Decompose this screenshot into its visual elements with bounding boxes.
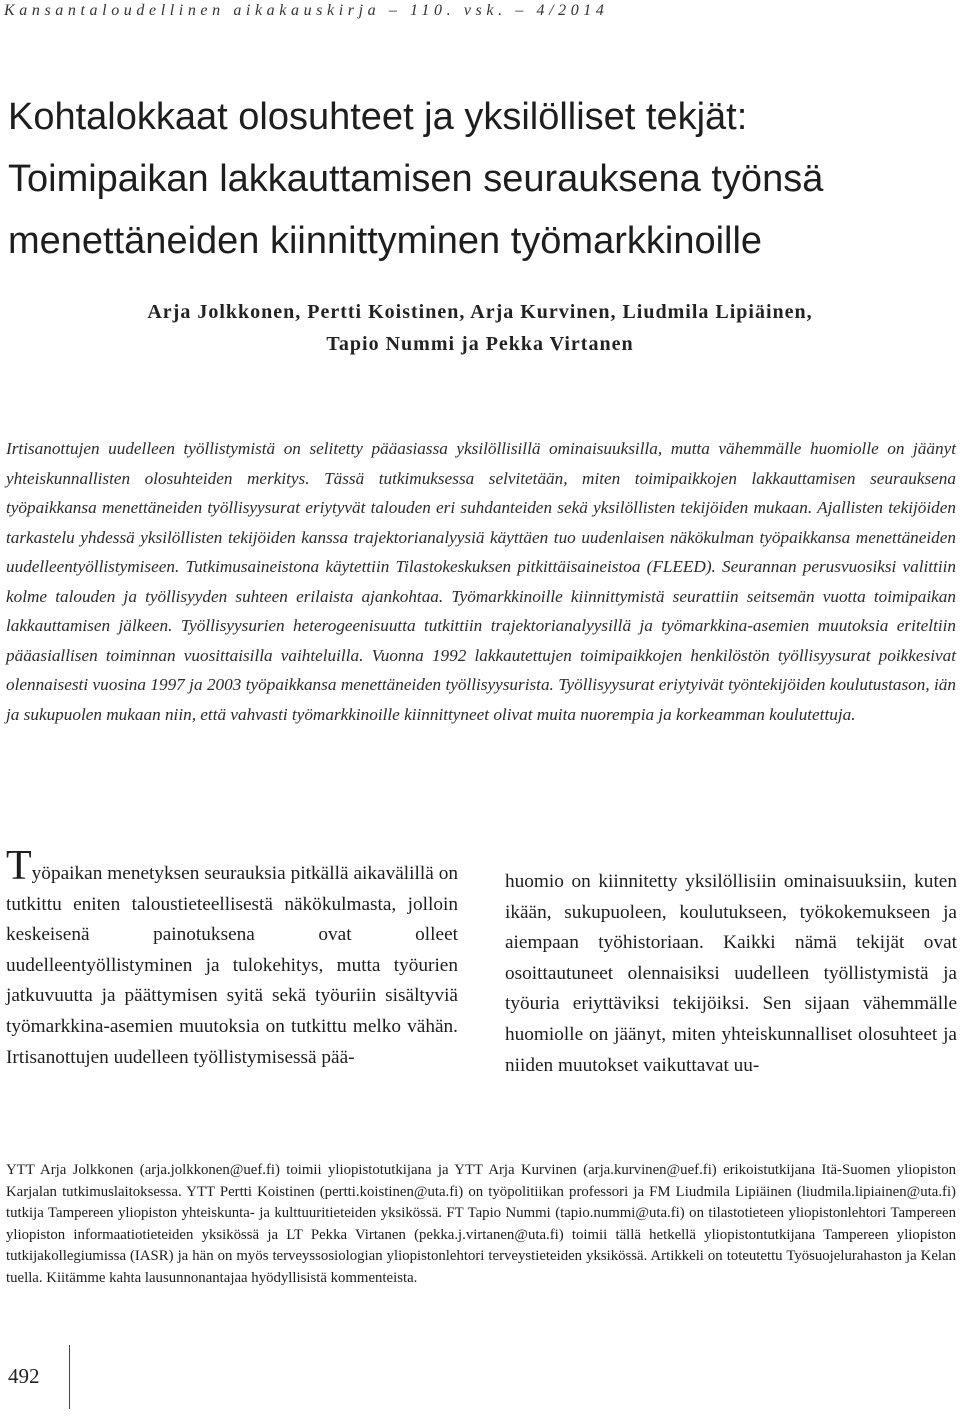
title-line: Toimipaikan lakkauttamisen seurauksena työnsä [8, 158, 824, 200]
journal-header: Kansantaloudellinen aikakauskirja – 110. vsk. – 4/2014 [4, 2, 609, 19]
drop-cap: T [6, 843, 32, 889]
author-list [0, 296, 960, 360]
title-line: Kohtalokkaat olosuhteet ja yksilölliset tekjät: [8, 96, 748, 138]
page-number: 492 [8, 1364, 40, 1388]
body-text-left: yöpaikan menetyksen seurauksia pitkällä aikavälillä on tutkittu eniten taloustieteellisestä näkökulmasta, jolloin keskeisenä painotuksena ovat olleet uudelleentyöllistyminen ja tulokehitys, mutta työurien jatkuvuutta ja päättymisen syitä sekä työuriin sisältyviä työmarkkina-asemien muutoksia on tutkittu melko vähän. Irtisanottujen uudelleen työllistymisessä pää- [6, 863, 458, 1068]
body-column-left [6, 843, 458, 1073]
article-title [8, 86, 953, 272]
author-line: Arja Jolkkonen, Pertti Koistinen, Arja Kurvinen, Liudmila Lipiäinen, [147, 301, 813, 323]
author-footnote: YTT Arja Jolkkonen (arja.jolkkonen@uef.fi) toimii yliopistotutkijana ja YTT Arja Kurvinen (arja.kurvinen@uef.fi) erikoistutkijana Itä-Suomen yliopiston Karjalan tutkimuslaitoksessa. YTT Pertti Koistinen (pertti.koistinen@uta.fi) on työpolitiikan professori ja FM Liudmila Lipiäinen (liudmila.lipiainen@uta.fi) tutkija Tampereen yliopiston yhteiskunta- ja kulttuuritieteiden yksikössä. FT Tapio Nummi (tapio.nummi@uta.fi) on tilastotieteen yliopistonlehtori Tampereen yliopiston informaatiotieteiden yksikössä ja LT Pekka Virtanen (pekka.j.virtanen@uta.fi) toimii tällä hetkellä yliopistontutkijana Tampereen yliopiston tutkijakollegiumissa (IASR) ja hän on myös terveyssosiologian yliopistonlehtori terveystieteiden yksikössä. Artikkeli on toteutettu Työsuojelurahaston ja Kelan tuella. Kiitämme kahta lausunnonantajaa hyödyllisistä kommenteista. [6, 1162, 956, 1286]
page-number-divider [69, 1345, 70, 1409]
body-column-right: huomio on kiinnitetty yksilöllisiin ominaisuuksiin, kuten ikään, sukupuoleen, koulutukseen, työkokemukseen ja aiempaan työhistoriaan. Kaikki nämä tekijät ovat osoittautuneet olennaisiksi uudelleen työllistymistä ja työuria eriyttäviksi tekijöiksi. Sen sijaan vähemmälle huomiolle on jäänyt, miten yhteiskunnalliset olosuhteet ja niiden muutokset vaikuttavat uu- [505, 871, 957, 1076]
author-line: Tapio Nummi ja Pekka Virtanen [326, 333, 634, 355]
abstract: Irtisanottujen uudelleen työllistymistä on selitetty pääasiassa yksilöllisillä ominaisuuksilla, mutta vähemmälle huomiolle on jäänyt yhteiskunnallisten olosuhteiden merkitys. Tässä tutkimuksessa selvitetään, miten toimipaikkojen lakkauttamisen seurauksena työpaikkansa menettäneiden työllisyysurat eriytyvät talouden eri suhdanteiden sekä yksilöllisten tekijöiden mukaan. Ajallisten tekijöiden tarkastelu yhdessä yksilöllisten tekijöiden kanssa trajektorianalyysiä käyttäen tuo uudenlaisen näkökulman työpaikkansa menettäneiden uudelleentyöllistymiseen. Tutkimusaineistona käytettiin Tilastokeskuksen pitkittäisaineistoa (FLEED). Seurannan perusvuosiksi valittiin kolme talouden ja työllisyyden suhteen erilaista ajankohtaa. Työmarkkinoille kiinnittymistä seurattiin seitsemän vuotta toimipaikan lakkauttamisen jälkeen. Työllisyysurien heterogeenisuutta tutkittiin trajektorianalyysillä ja työmarkkina-asemien muutoksia eriteltiin pääasiallisen toiminnan vuosittaisilla vaihteluilla. Vuonna 1992 lakkautettujen toimipaikkojen henkilöstön työllisyysurat poikkesivat olennaisesti vuosina 1997 ja 2003 työpaikkansa menettäneiden työllisyysurista. Työllisyysurat eriytyivät työntekijöiden koulutustason, iän ja sukupuolen mukaan niin, että vahvasti työmarkkinoille kiinnittyneet olivat muita nuorempia ja korkeamman koulutettuja. [6, 439, 956, 724]
title-line: menettäneiden kiinnittyminen työmarkkinoille [8, 220, 763, 262]
